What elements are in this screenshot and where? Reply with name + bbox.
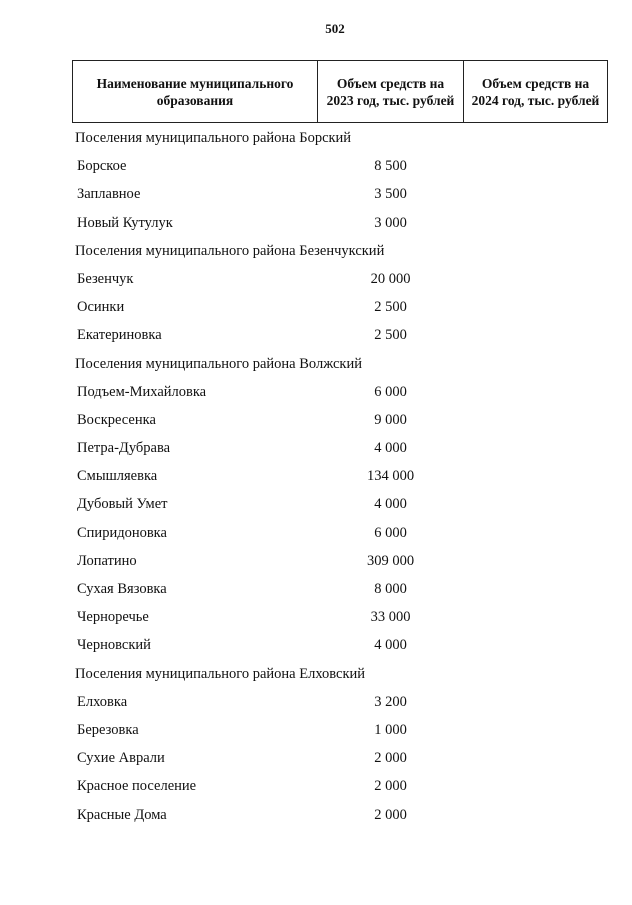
- municipality-name: Елховка: [77, 693, 128, 710]
- amount-2023: 3 000: [374, 214, 407, 231]
- municipality-name: Сухие Аврали: [77, 750, 165, 767]
- section-title: Поселения муниципального района Елховский: [75, 665, 366, 682]
- municipality-name: Осинки: [77, 299, 125, 316]
- section-title: Поселения муниципального района Безенчукский: [75, 242, 385, 259]
- table-header: [72, 60, 608, 123]
- amount-2023: 2 500: [374, 327, 407, 344]
- municipality-name: Воскресенка: [77, 411, 156, 428]
- amount-2023: 1 000: [374, 721, 407, 738]
- municipality-name: Дубовый Умет: [77, 496, 168, 513]
- municipality-name: Смышляевка: [77, 468, 158, 485]
- header-2023: Объем средств на 2023 год, тыс. рублей: [318, 61, 464, 123]
- amount-2023: 4 000: [374, 637, 407, 654]
- amount-2023: 2 000: [374, 778, 407, 795]
- table-row: [0, 490, 632, 518]
- amount-2023: 3 500: [374, 186, 407, 203]
- table-row: [0, 293, 632, 321]
- table-row: [0, 603, 632, 631]
- table-row: [0, 378, 632, 406]
- amount-2023: 8 500: [374, 158, 407, 175]
- municipality-name: Черноречье: [77, 609, 149, 626]
- amount-2023: 4 000: [374, 496, 407, 513]
- municipality-name: Спиридоновка: [77, 524, 167, 541]
- municipality-name: Петра-Дубрава: [77, 440, 171, 457]
- table-row: [0, 716, 632, 744]
- table-row: [0, 180, 632, 208]
- table-row: [0, 631, 632, 659]
- table-row: [0, 406, 632, 434]
- municipality-name: Сухая Вязовка: [77, 581, 167, 597]
- amount-2023: 8 000: [374, 581, 407, 597]
- section-title: Поселения муниципального района Борский: [75, 130, 352, 146]
- amount-2023: 6 000: [374, 524, 407, 541]
- table-body: [0, 124, 632, 829]
- section-row: [0, 350, 632, 378]
- amount-2023: 6 000: [374, 383, 407, 400]
- table-row: [0, 152, 632, 180]
- amount-2023: 2 000: [374, 750, 407, 767]
- table-row: [0, 575, 632, 603]
- table-row: [0, 772, 632, 800]
- municipality-name: Черновский: [77, 637, 151, 654]
- municipality-name: Красное поселение: [77, 778, 197, 795]
- amount-2023: 3 200: [374, 693, 407, 710]
- header-name: Наименование муниципального образования: [73, 61, 318, 123]
- table-row: [0, 209, 632, 237]
- table-row: [0, 688, 632, 716]
- section-row: [0, 124, 632, 152]
- municipality-name: Новый Кутулук: [77, 214, 173, 231]
- table-row: [0, 519, 632, 547]
- table-row: [0, 321, 632, 349]
- amount-2023: 20 000: [370, 270, 411, 287]
- amount-2023: 2 000: [374, 806, 407, 823]
- municipality-name: Безенчук: [77, 270, 134, 287]
- amount-2023: 33 000: [370, 609, 411, 626]
- municipality-name: Борское: [77, 158, 127, 175]
- municipality-name: Подъем-Михайловка: [77, 383, 207, 400]
- municipality-name: Красные Дома: [77, 806, 167, 823]
- amount-2023: 4 000: [374, 440, 407, 457]
- municipality-name: Березовка: [77, 721, 139, 738]
- section-title: Поселения муниципального района Волжский: [75, 355, 362, 372]
- amount-2023: 9 000: [374, 411, 407, 428]
- municipality-name: Лопатино: [77, 552, 137, 569]
- municipality-name: Екатериновка: [77, 327, 162, 344]
- amount-2023: 309 000: [366, 552, 415, 569]
- amount-2023: 2 500: [374, 299, 407, 316]
- table-row: [0, 434, 632, 462]
- table-row: [0, 547, 632, 575]
- table-row: [0, 462, 632, 490]
- table-row: [0, 265, 632, 293]
- header-2024: Объем средств на 2024 год, тыс. рублей: [464, 61, 608, 123]
- page-number: 502: [325, 21, 345, 36]
- section-row: [0, 660, 632, 688]
- municipality-name: Заплавное: [77, 186, 141, 203]
- amount-2023: 134 000: [366, 468, 415, 485]
- section-row: [0, 237, 632, 265]
- table-row: [0, 744, 632, 772]
- table-row: [0, 801, 632, 829]
